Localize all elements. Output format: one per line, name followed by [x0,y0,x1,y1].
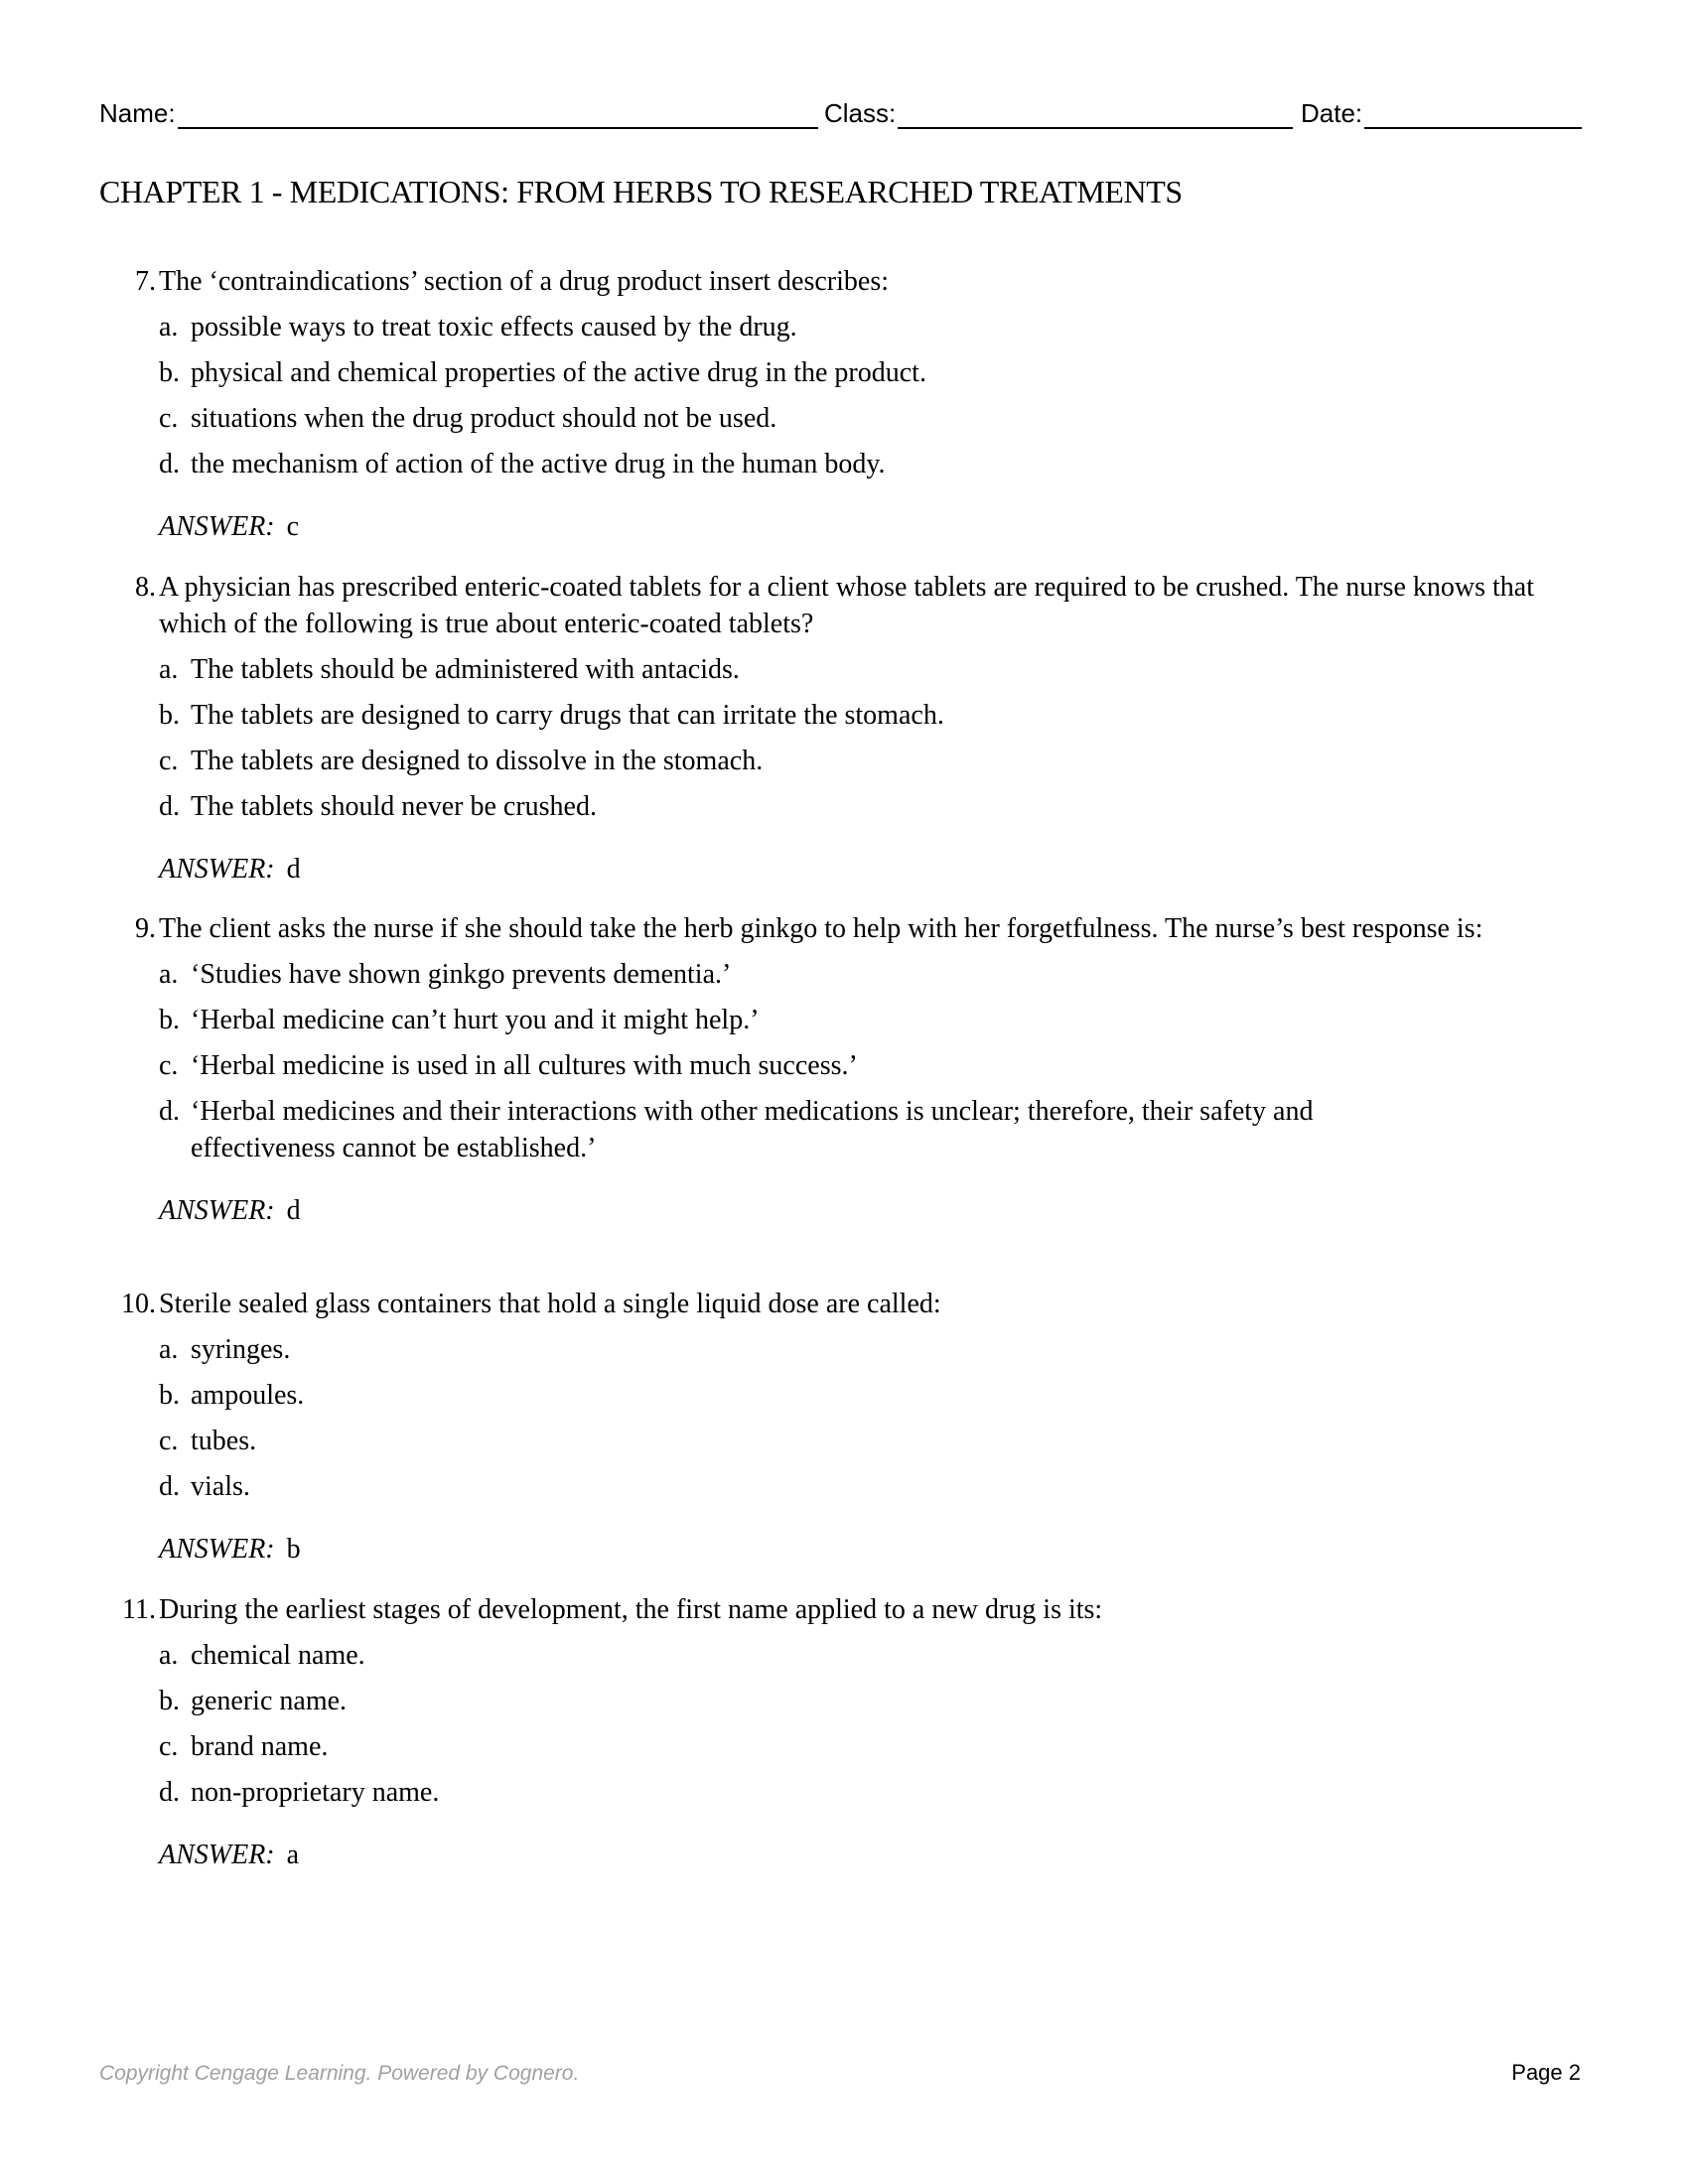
option-text: ‘Studies have shown ginkgo prevents dementia.’ [191,959,732,990]
option-text: The tablets should be administered with antacids. [191,654,740,685]
option-letter: c. [159,403,179,434]
option-text: possible ways to treat toxic effects caused by the drug. [191,312,797,342]
option-letter: d. [159,449,180,479]
answer-line [159,1192,1688,1229]
option-a [159,1637,1410,1674]
option-letter: b. [159,1380,180,1411]
option-letter: c. [159,746,179,776]
question-7 [0,263,1688,545]
answer-line [159,851,1688,887]
class-field [824,97,1293,129]
name-label: Name: [99,98,176,128]
copyright-footer: Copyright Cengage Learning. Powered by Cognero. [99,2062,580,2085]
option-text: generic name. [191,1686,348,1716]
question-stem: During the earliest stages of development, the first name applied to a new drug is its: [159,1594,1103,1625]
option-a [159,1331,1410,1368]
option-letter: a. [159,1640,179,1671]
answer-value: d [286,854,301,885]
option-letter: c. [159,1050,179,1081]
answer-value: a [286,1840,300,1870]
option-text: syringes. [191,1334,291,1365]
date-field [1301,97,1582,129]
answer-value: c [286,511,300,542]
option-b [159,1377,1410,1414]
option-text: tubes. [191,1426,257,1456]
option-letter: d. [159,791,180,822]
page-number: Page 2 [1511,2060,1581,2085]
option-d [159,788,1410,825]
question-stem: The ‘contraindications’ section of a drug product insert describes: [159,266,890,297]
answer-line [159,1837,1688,1873]
question-9 [0,910,1688,1229]
option-letter: a. [159,654,179,685]
option-d [159,446,1410,482]
option-c [159,1047,1410,1084]
class-blank-line [898,97,1293,129]
option-b [159,1683,1410,1719]
option-a [159,956,1410,993]
option-letter: b. [159,700,180,731]
answer-line [159,1531,1688,1568]
option-b [159,697,1410,734]
name-blank-line [178,97,818,129]
date-label: Date: [1301,98,1363,128]
question-stem: The client asks the nurse if she should take the herb ginkgo to help with her forgetfulness. The nurse’s best response is: [159,913,1483,944]
option-letter: c. [159,1426,179,1456]
option-b [159,1002,1410,1038]
option-letter: b. [159,1686,180,1716]
option-a [159,309,1410,345]
option-text: The tablets should never be crushed. [191,791,597,822]
answer-label: ANSWER: [159,1840,275,1870]
answer-value: b [286,1534,301,1565]
option-a [159,651,1410,688]
question-number: 8. [135,572,156,603]
option-text: vials. [191,1471,250,1502]
option-d [159,1468,1410,1505]
option-text: situations when the drug product should not be used. [191,403,777,434]
name-field [99,97,818,129]
option-text: ampoules. [191,1380,305,1411]
option-d [159,1093,1410,1166]
option-text: ‘Herbal medicine is used in all cultures with much success.’ [191,1050,858,1081]
option-text: non-proprietary name. [191,1777,440,1808]
answer-label: ANSWER: [159,511,275,542]
chapter-title: CHAPTER 1 - MEDICATIONS: FROM HERBS TO RESEARCHED TREATMENTS [99,174,1183,209]
option-c [159,400,1410,437]
option-letter: a. [159,959,179,990]
option-text: chemical name. [191,1640,365,1671]
question-stem: A physician has prescribed enteric-coated tablets for a client whose tablets are required to be crushed. The nurse knows that which of the following is true about enteric-coated tablets? [159,572,1534,639]
question-10 [0,1286,1688,1568]
option-letter: d. [159,1471,180,1502]
question-number: 9. [135,913,156,944]
option-letter: b. [159,357,180,388]
answer-label: ANSWER: [159,1195,275,1226]
option-c [159,743,1410,779]
question-number: 11. [122,1594,156,1625]
question-11 [0,1591,1688,1873]
option-text: physical and chemical properties of the active drug in the product. [191,357,926,388]
option-text: ‘Herbal medicine can’t hurt you and it might help.’ [191,1005,760,1035]
option-letter: a. [159,1334,179,1365]
date-blank-line [1364,97,1582,129]
answer-label: ANSWER: [159,854,275,885]
question-number: 10. [121,1289,156,1319]
student-info-header [99,97,1579,137]
answer-line [159,508,1688,545]
option-text: The tablets are designed to dissolve in the stomach. [191,746,764,776]
option-text: The tablets are designed to carry drugs that can irritate the stomach. [191,700,944,731]
option-b [159,354,1410,391]
question-8 [0,569,1688,887]
option-text: ‘Herbal medicines and their interactions with other medications is unclear; therefore, their safety and effectiveness cannot be established.’ [191,1096,1314,1163]
option-letter: c. [159,1731,179,1762]
option-text: the mechanism of action of the active drug in the human body. [191,449,886,479]
option-letter: b. [159,1005,180,1035]
question-stem: Sterile sealed glass containers that hold a single liquid dose are called: [159,1289,941,1319]
answer-value: d [286,1195,301,1226]
question-number: 7. [135,266,156,297]
option-letter: d. [159,1777,180,1808]
option-letter: a. [159,312,179,342]
class-label: Class: [824,98,897,128]
option-c [159,1728,1410,1765]
option-d [159,1774,1410,1811]
option-c [159,1423,1410,1459]
option-text: brand name. [191,1731,329,1762]
answer-label: ANSWER: [159,1534,275,1565]
option-letter: d. [159,1096,180,1127]
